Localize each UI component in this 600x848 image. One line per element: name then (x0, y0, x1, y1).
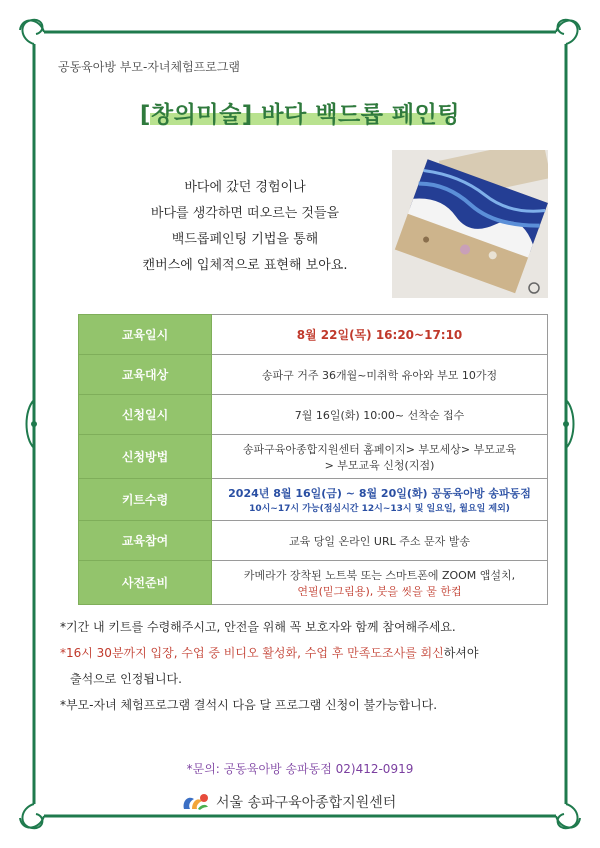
kit-pickup-hours: 10시~17시 가능(점심시간 12시~13시 및 일요일, 월요일 제외) (249, 504, 510, 514)
notice-item: *부모-자녀 체험프로그램 결석시 다음 달 프로그램 신청이 불가능합니다. (60, 698, 438, 712)
table-row (79, 435, 548, 479)
contact-info: *문의: 공동육아방 송파동점 02)412-0919 (186, 762, 414, 776)
education-target: 송파구 거주 36개월~미취학 유아와 부모 10가정 (212, 355, 548, 395)
notice-highlight: 16시 30분까지 입장, 수업 중 비디오 활성화, 수업 후 만족도조사를 회신 (66, 646, 444, 660)
row-label: 교육대상 (79, 355, 212, 395)
education-participation: 교육 당일 온라인 URL 주소 문자 발송 (212, 521, 548, 561)
education-datetime: 8월 22일(목) 16:20~17:10 (212, 315, 548, 355)
application-method (212, 435, 548, 479)
row-label: 교육참여 (79, 521, 212, 561)
table-row (79, 395, 548, 435)
page-title (0, 96, 600, 129)
kit-pickup (212, 479, 548, 521)
table-row (79, 315, 548, 355)
row-label: 교육일시 (79, 315, 212, 355)
backdrop-painting-photo (392, 150, 548, 298)
page-title-text: [창의미술] 바다 백드롭 페인팅 (139, 102, 461, 128)
advance-preparation (212, 561, 548, 605)
intro-text (115, 175, 375, 279)
notice-star: * (60, 646, 66, 660)
row-label: 신청방법 (79, 435, 212, 479)
intro-line: 캔버스에 입체적으로 표현해 보아요. (142, 258, 348, 273)
table-row (79, 561, 548, 605)
intro-line: 바다에 갔던 경험이나 (184, 180, 306, 195)
notice-text: 하셔야 (443, 646, 479, 660)
program-info-table (78, 314, 548, 605)
intro-line: 백드롭페인팅 기법을 통해 (171, 232, 319, 247)
row-label: 사전준비 (79, 561, 212, 605)
notice-list (60, 614, 550, 718)
notice-item: 출석으로 인정됩니다. (70, 672, 182, 686)
row-label: 키트수령 (79, 479, 212, 521)
preparation-line: 카메라가 장착된 노트북 또는 스마트폰에 ZOOM 앱설치, (243, 568, 516, 582)
intro-line: 바다를 생각하면 떠오르는 것들을 (150, 206, 340, 221)
application-method-line: 송파구육아종합지원센터 홈페이지> 부모세상> 부모교육 (242, 442, 517, 456)
application-datetime: 7월 16일(화) 10:00~ 선착순 접수 (212, 395, 548, 435)
footer (180, 790, 396, 814)
organization-name: 서울 송파구육아종합지원센터 (216, 795, 397, 811)
seoul-songpa-logo-icon (180, 791, 210, 813)
notice-item: *기간 내 키트를 수령해주시고, 안전을 위해 꼭 보호자와 함께 참여해주세요. (60, 620, 456, 634)
notice-item (60, 640, 550, 666)
preparation-line: 연필(밑그림용), 붓을 씻을 물 한컵 (297, 584, 462, 598)
program-subtitle: 공동육아방 부모-자녀체험프로그램 (58, 60, 241, 74)
table-row (79, 479, 548, 521)
kit-pickup-dates: 2024년 8월 16일(금) ~ 8월 20일(화) 공동육아방 송파동점 (228, 487, 531, 500)
row-label: 신청일시 (79, 395, 212, 435)
application-method-line: > 부모교육 신청(지점) (324, 458, 435, 472)
table-row (79, 355, 548, 395)
table-row (79, 521, 548, 561)
